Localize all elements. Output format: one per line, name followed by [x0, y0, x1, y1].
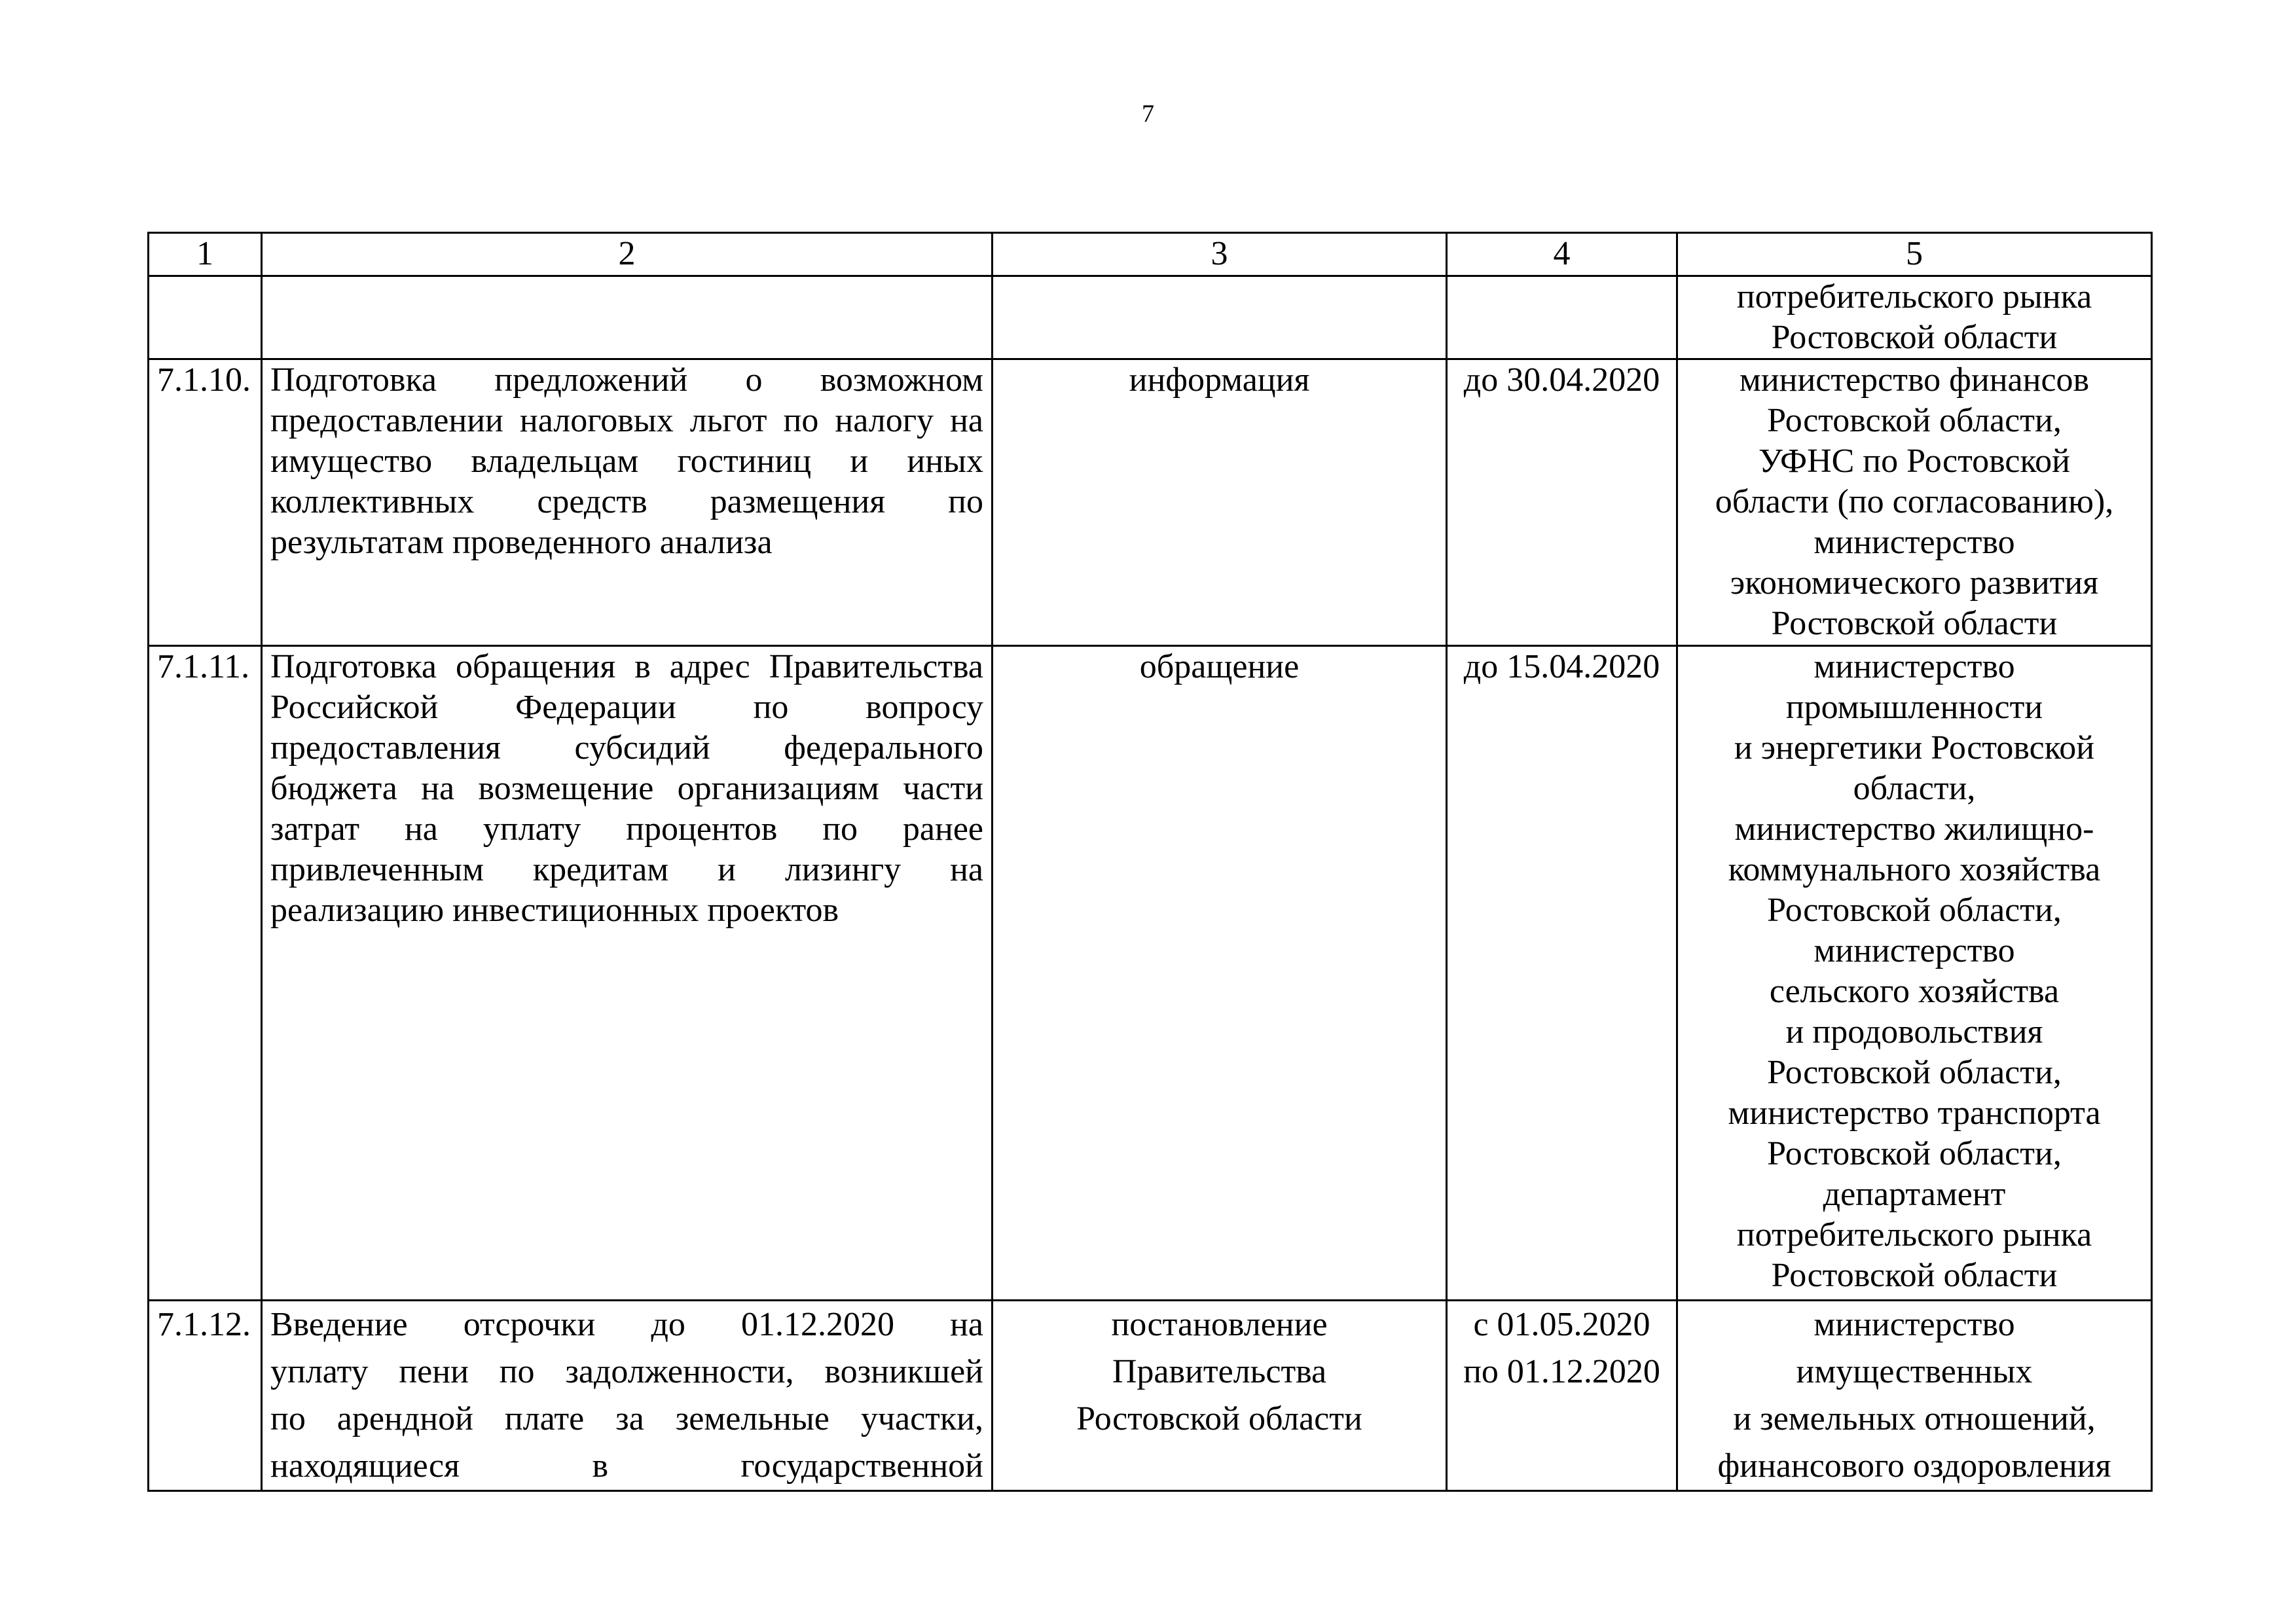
row-executor: [1677, 359, 2152, 646]
form-line: постановление: [1111, 1306, 1328, 1343]
form-line: Правительства: [1112, 1353, 1327, 1390]
table-row: [149, 276, 2152, 359]
column-number-1: 1: [149, 233, 262, 276]
row-deadline: до 30.04.2020: [1447, 359, 1677, 646]
measure-line: находящиеся в государственной: [270, 1447, 983, 1485]
executor-line: области,: [1853, 770, 1976, 807]
executor-line: и земельных отношений,: [1733, 1400, 2096, 1437]
executor-line: министерство транспорта: [1728, 1094, 2101, 1132]
executor-line: министерство: [1813, 1306, 2015, 1343]
row-num: 7.1.12.: [149, 1301, 262, 1491]
executor-line: и продовольствия: [1785, 1013, 2043, 1051]
column-number-4: 4: [1447, 233, 1677, 276]
row-measure: Подготовка предложений о возможном предоставлении налоговых льгот по налогу на имущество владельцам гостиниц и иных коллективных средств размещения по результатам проведенного анализа: [262, 359, 993, 646]
measure-line: уплату пени по задолженности, возникшей: [270, 1353, 983, 1390]
form-line: Ростовской области: [1076, 1400, 1362, 1437]
executor-line: имущественных: [1796, 1353, 2033, 1390]
row-deadline: до 15.04.2020: [1447, 646, 1677, 1301]
measure-line: Введение отсрочки до 01.12.2020 на: [270, 1306, 983, 1343]
executor-line: Ростовской области: [1771, 605, 2058, 642]
measure-line: по арендной плате за земельные участки,: [270, 1400, 983, 1437]
executor-line: департамент: [1823, 1176, 2006, 1213]
executor-line: Ростовской области,: [1767, 892, 2062, 929]
executor-line: промышленности: [1785, 689, 2043, 726]
row-num: 7.1.11.: [149, 646, 262, 1301]
row-executor: [1677, 646, 2152, 1301]
row-executor: [1677, 1301, 2152, 1491]
column-number-5: 5: [1677, 233, 2152, 276]
executor-line: министерство: [1813, 932, 2015, 969]
table-row: [149, 359, 2152, 646]
executor-line: министерство: [1813, 524, 2015, 561]
executor-line: Ростовской области: [1771, 319, 2058, 356]
row-measure: [262, 1301, 993, 1491]
row-num: [149, 276, 262, 359]
executor-line: Ростовской области: [1771, 1257, 2058, 1294]
executor-line: потребительского рынка: [1736, 1216, 2092, 1254]
deadline-line: с 01.05.2020: [1473, 1306, 1650, 1343]
executor-line: министерство: [1813, 648, 2015, 685]
executor-line: сельского хозяйства: [1769, 973, 2060, 1010]
row-form: информация: [993, 359, 1447, 646]
table-header-row: [149, 233, 2152, 276]
executor-line: министерство финансов: [1739, 361, 2090, 399]
row-form: [993, 1301, 1447, 1491]
executor-line: экономического развития: [1730, 564, 2099, 602]
executor-line: финансового оздоровления: [1717, 1447, 2111, 1485]
row-num: 7.1.10.: [149, 359, 262, 646]
executor-line: Ростовской области,: [1767, 1135, 2062, 1172]
row-deadline: [1447, 1301, 1677, 1491]
executor-line: и энергетики Ростовской: [1734, 729, 2095, 767]
executor-line: Ростовской области,: [1767, 402, 2062, 439]
deadline-line: по 01.12.2020: [1463, 1353, 1660, 1390]
executor-line: УФНС по Ростовской: [1758, 442, 2070, 480]
column-number-2: 2: [262, 233, 993, 276]
measures-table: [147, 232, 2153, 1492]
row-deadline: [1447, 276, 1677, 359]
row-form: обращение: [993, 646, 1447, 1301]
executor-line: потребительского рынка: [1736, 278, 2092, 316]
executor-line: коммунального хозяйства: [1728, 851, 2101, 888]
row-measure: [262, 276, 993, 359]
table-row: [149, 1301, 2152, 1491]
executor-line: Ростовской области,: [1767, 1054, 2062, 1091]
executor-line: министерство жилищно-: [1734, 810, 2094, 848]
row-form: [993, 276, 1447, 359]
executor-line: области (по согласованию),: [1715, 483, 2114, 520]
row-measure: Подготовка обращения в адрес Правительства Российской Федерации по вопросу предоставления субсидий федерального бюджета на возмещение организациям части затрат на уплату процентов по ранее привлеченным кредитам и лизингу на реализацию инвестиционных проектов: [262, 646, 993, 1301]
table-row: [149, 646, 2152, 1301]
row-executor: [1677, 276, 2152, 359]
column-number-3: 3: [993, 233, 1447, 276]
page-number: 7: [1142, 100, 1154, 128]
